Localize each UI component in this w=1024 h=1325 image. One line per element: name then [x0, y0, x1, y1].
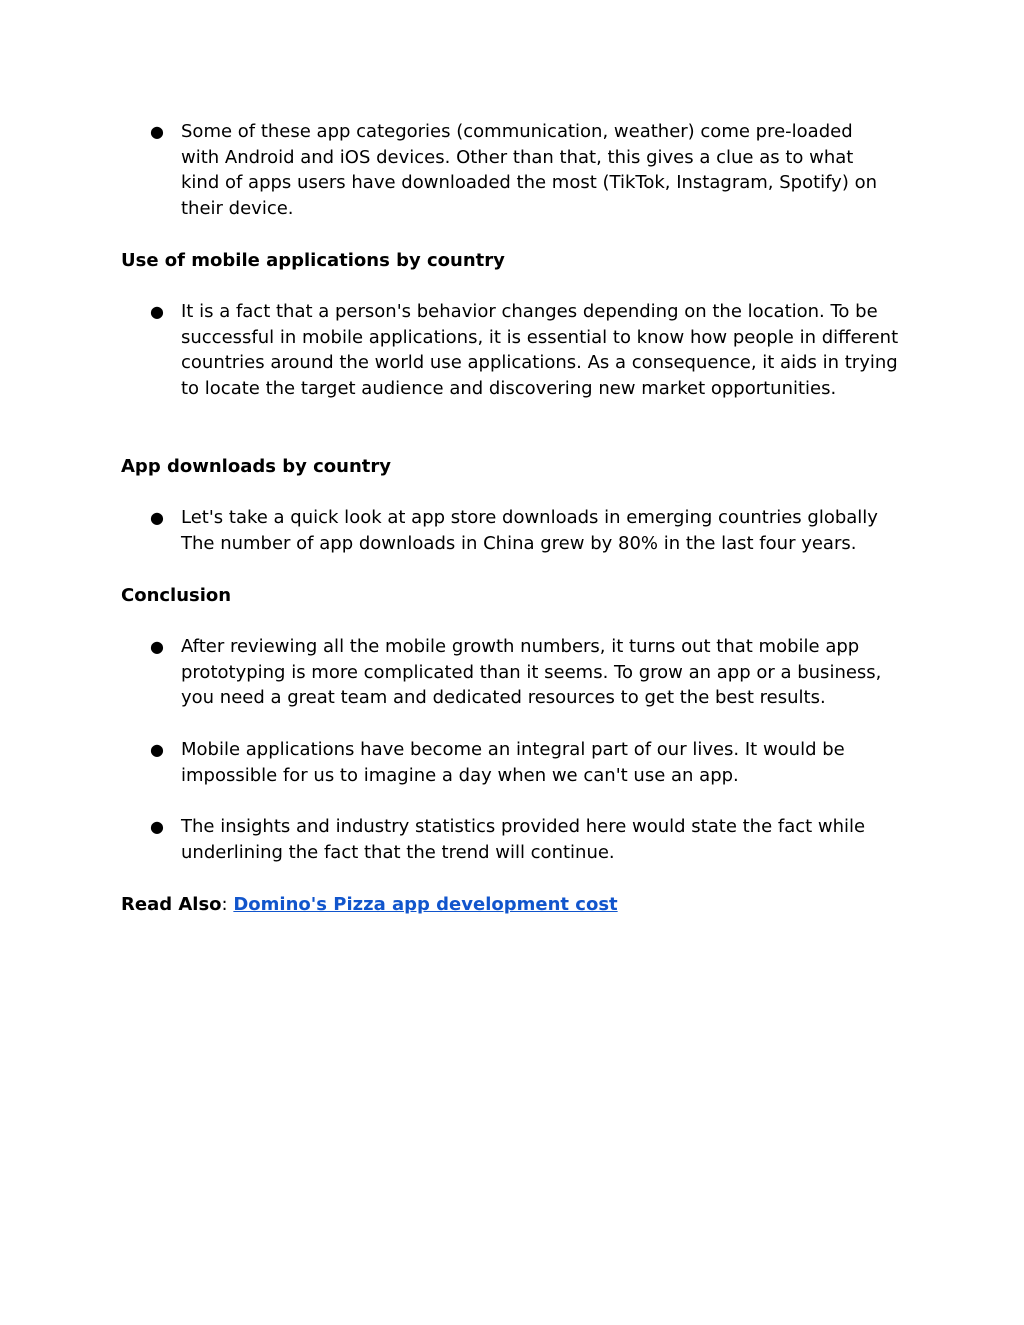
list-item-text: It is a fact that a person's behavior changes depending on the location. To be successful in mobile applications, it is essential to know how people in different countries around the world use applications. As a consequence, it aids in trying to locate the target audience and discovering new market opportunities. — [181, 301, 899, 400]
bullet-icon: ● — [150, 637, 164, 656]
bullet-icon: ● — [150, 740, 164, 759]
bullet-icon: ● — [150, 122, 164, 141]
section-heading-country-use: Use of mobile applications by country — [121, 250, 505, 271]
read-also-line — [121, 892, 921, 918]
list-item-text: Some of these app categories (communication, weather) come pre-loaded with Android and iOS devices. Other than that, this gives a clue as to what kind of apps users have downloaded the most (TikTok, Instagram, Spotify) on their device. — [181, 121, 877, 220]
list-item-text: Mobile applications have become an integral part of our lives. It would be impossible for us to imagine a day when we can't use an app. — [181, 739, 845, 786]
read-also-label: Read Also — [121, 894, 222, 915]
list-item-text: The insights and industry statistics provided here would state the fact while underlining the fact that the trend will continue. — [181, 816, 866, 863]
section-heading-downloads: App downloads by country — [121, 456, 391, 477]
list-item-text: Let's take a quick look at app store downloads in emerging countries globally The number of app downloads in China grew by 80% in the last four years. — [181, 507, 878, 554]
bullet-icon: ● — [150, 817, 164, 836]
list-item-text: After reviewing all the mobile growth numbers, it turns out that mobile app prototyping is more complicated than it seems. To grow an app or a business, you need a great team and dedicated resources to get the best results. — [181, 636, 882, 709]
bullet-icon: ● — [150, 302, 164, 321]
bullet-icon: ● — [150, 508, 164, 527]
section-heading-conclusion: Conclusion — [121, 585, 232, 606]
read-also-separator: : — [221, 894, 228, 915]
read-also-link[interactable]: Domino's Pizza app development cost — [233, 894, 618, 915]
